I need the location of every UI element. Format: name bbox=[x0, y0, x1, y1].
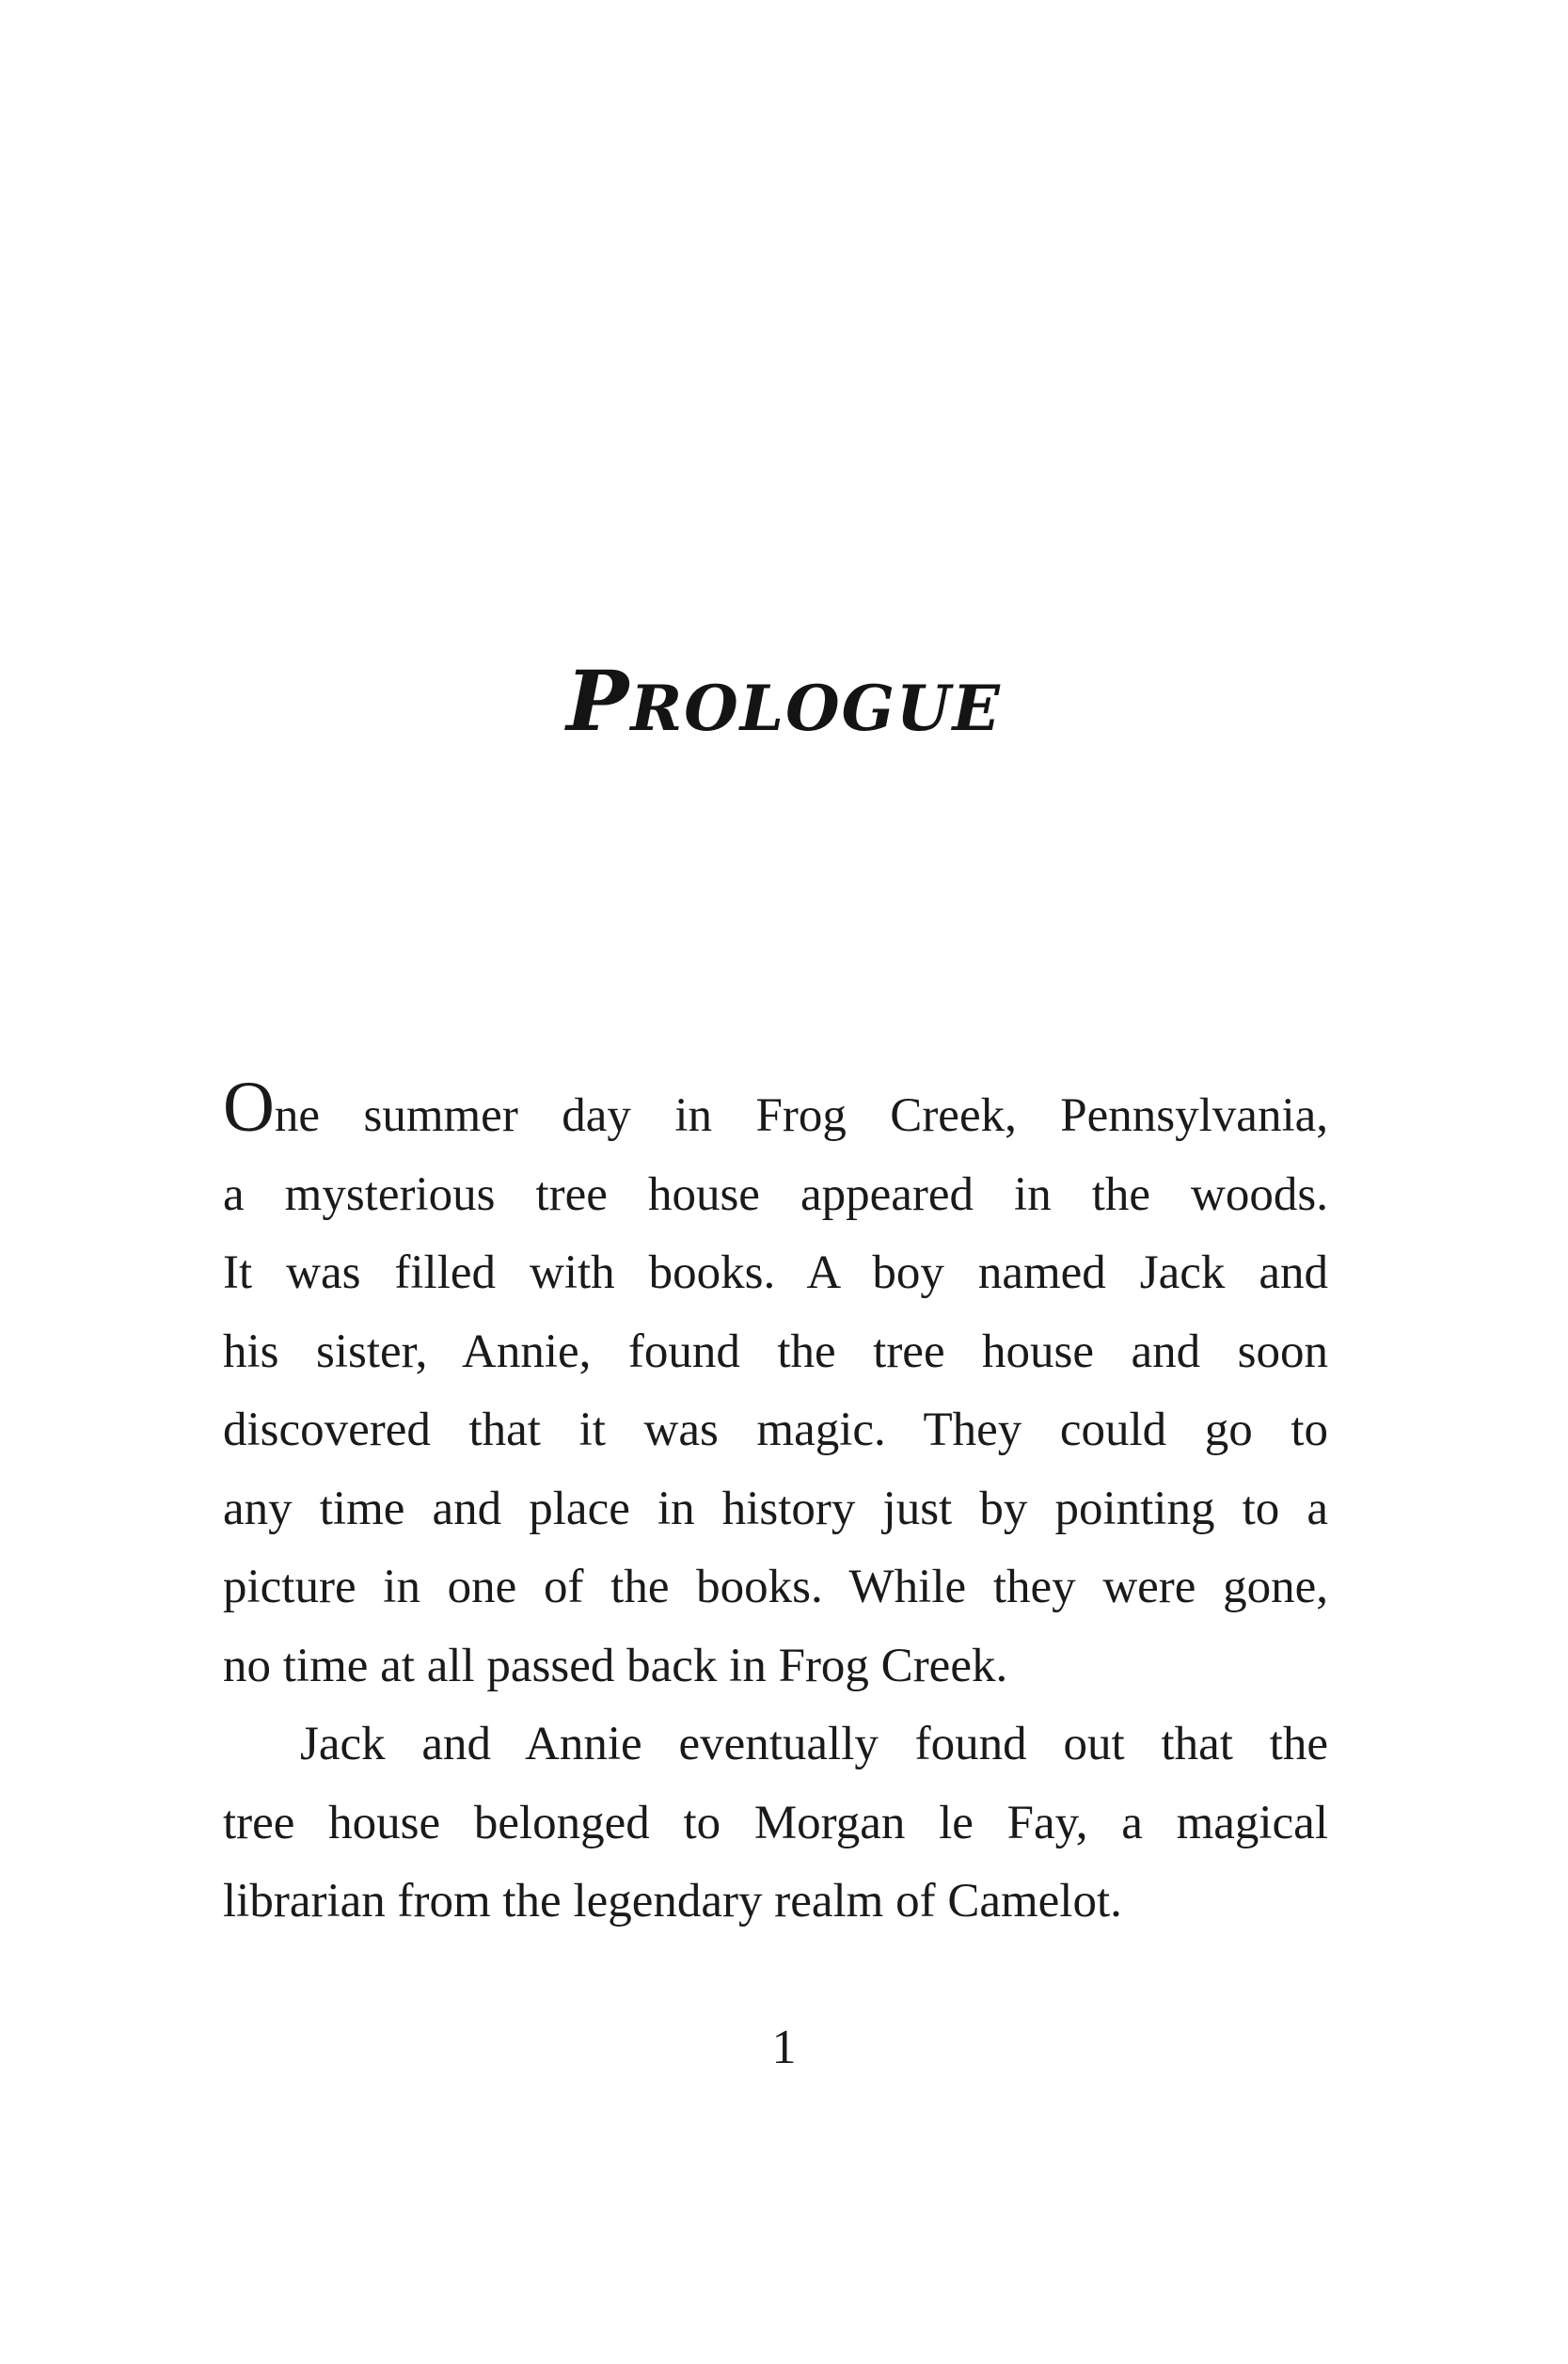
text-line-content: ne summer day in Frog Creek, Pennsylvania, bbox=[274, 1089, 1328, 1142]
text-line: discovered that it was magic. They could go to bbox=[223, 1404, 1328, 1456]
chapter-title-rest: ROLOGUE bbox=[630, 672, 1002, 745]
chapter-title bbox=[0, 652, 1568, 750]
text-line bbox=[223, 1068, 1328, 1156]
page-number: 1 bbox=[771, 2021, 797, 2074]
text-line: picture in one of the books. While they were gone, bbox=[223, 1561, 1328, 1613]
text-line: no time at all passed back in Frog Creek. bbox=[223, 1639, 1008, 1692]
drop-cap: O bbox=[223, 1068, 275, 1147]
body-text bbox=[223, 1068, 1328, 1942]
text-line: librarian from the legendary realm of Camelot. bbox=[223, 1875, 1122, 1928]
chapter-title-first-letter: P bbox=[566, 652, 631, 750]
text-line: tree house belonged to Morgan le Fay, a magical bbox=[223, 1796, 1328, 1849]
text-line: a mysterious tree house appeared in the woods. bbox=[223, 1167, 1328, 1221]
paragraph-1 bbox=[223, 1068, 1328, 1706]
text-line: Jack and Annie eventually found out that the bbox=[300, 1718, 1328, 1770]
text-line: his sister, Annie, found the tree house and soon bbox=[223, 1325, 1328, 1378]
text-line: any time and place in history just by pointing to a bbox=[223, 1482, 1328, 1535]
text-line: It was filled with books. A boy named Jack and bbox=[223, 1246, 1328, 1299]
paragraph-2 bbox=[223, 1706, 1328, 1942]
